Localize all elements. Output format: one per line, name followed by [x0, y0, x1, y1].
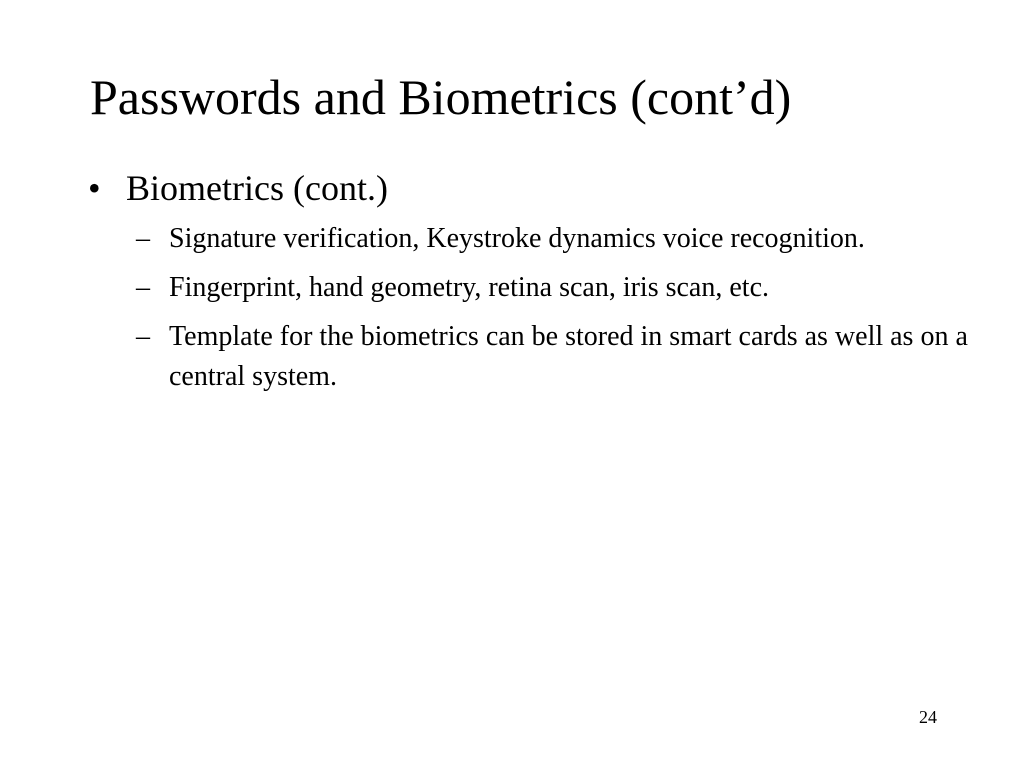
sub-bullet-marker: –	[136, 321, 150, 352]
sub-bullet-text: Fingerprint, hand geometry, retina scan, iris scan, etc.	[169, 272, 769, 303]
sub-bullet-text: Signature verification, Keystroke dynamics voice recognition.	[169, 223, 865, 254]
sub-bullet-item	[136, 268, 968, 308]
slide-title: Passwords and Biometrics (cont’d)	[90, 69, 792, 125]
sub-bullet-text: Template for the biometrics can be stored in smart cards as well as on a central system.	[169, 321, 968, 392]
bullet-text: Biometrics (cont.)	[126, 168, 388, 208]
sub-bullet-list	[88, 219, 968, 397]
bullet-marker: •	[88, 168, 101, 208]
sub-bullet-marker: –	[136, 223, 150, 254]
sub-bullet-marker: –	[136, 272, 150, 303]
bullet-item	[88, 165, 968, 397]
sub-bullet-item	[136, 219, 968, 259]
sub-bullet-item	[136, 317, 968, 397]
bullet-row	[88, 165, 968, 211]
slide-number: 24	[919, 707, 937, 727]
bullet-list	[88, 165, 968, 406]
